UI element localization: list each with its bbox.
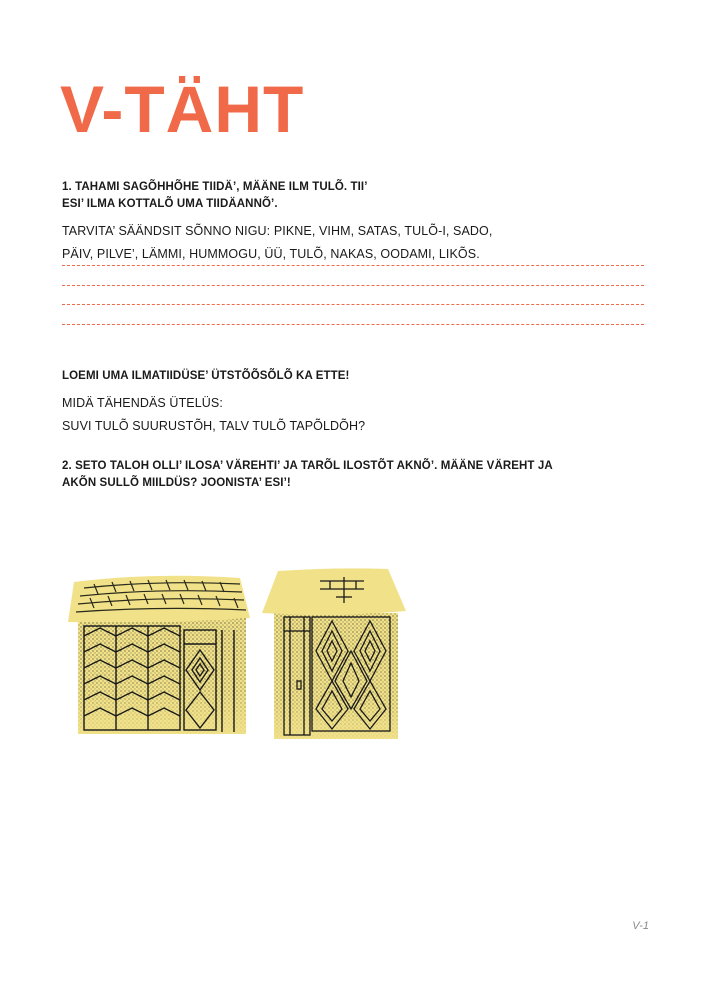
writing-line[interactable] — [62, 265, 644, 266]
saying-question: MIDÄ TÄHENDÄS ÜTELÜS: — [62, 396, 223, 410]
saying-text: SUVI TULÕ SUURUSTÕH, TALV TULÕ TAPÕLDÕH? — [62, 419, 366, 433]
page-number: V-1 — [632, 920, 649, 932]
page-title: V-TÄHT — [60, 72, 305, 146]
writing-line[interactable] — [62, 324, 644, 325]
task-1-heading-line: ESI’ ILMA KOTTALÕ UMA TIIDÄANNÕ’. — [62, 198, 278, 210]
gate-illustration-1 — [64, 570, 254, 745]
task-2-heading-line: AKÕN SULLÕ MIILDÜS? JOONISTA’ ESI’! — [62, 477, 291, 489]
task-1-heading — [62, 179, 482, 213]
writing-line[interactable] — [62, 285, 644, 286]
writing-lines — [62, 265, 644, 343]
task-1-word-list — [62, 220, 542, 266]
gate-illustration-2 — [260, 567, 410, 747]
task-2-heading — [62, 458, 622, 492]
task-2-heading-line: 2. SETO TALOH OLLI’ ILOSA’ VÄREHTI’ JA TARÕL ILOSTÕT AKNÕ’. MÄÄNE VÄREHT JA — [62, 460, 553, 472]
saying-block — [62, 392, 462, 438]
word-list-line: TARVITA’ SÄÄNDSIT SÕNNO NIGU: PIKNE, VIHM, SATAS, TULÕ-I, SADO, — [62, 224, 493, 238]
read-aloud-instruction: LOEMI UMA ILMATIIDÜSE’ ÜTSTÕÕSÕLÕ KA ETTE! — [62, 370, 350, 382]
writing-line[interactable] — [62, 304, 644, 305]
word-list-line: PÄIV, PILVE’, LÄMMI, HUMMOGU, ÜÜ, TULÕ, NAKAS, OODAMI, LIKÕS. — [62, 247, 480, 261]
task-1-heading-line: 1. TAHAMI SAGÕHHÕHE TIIDÄ’, MÄÄNE ILM TULÕ. TII’ — [62, 181, 368, 193]
